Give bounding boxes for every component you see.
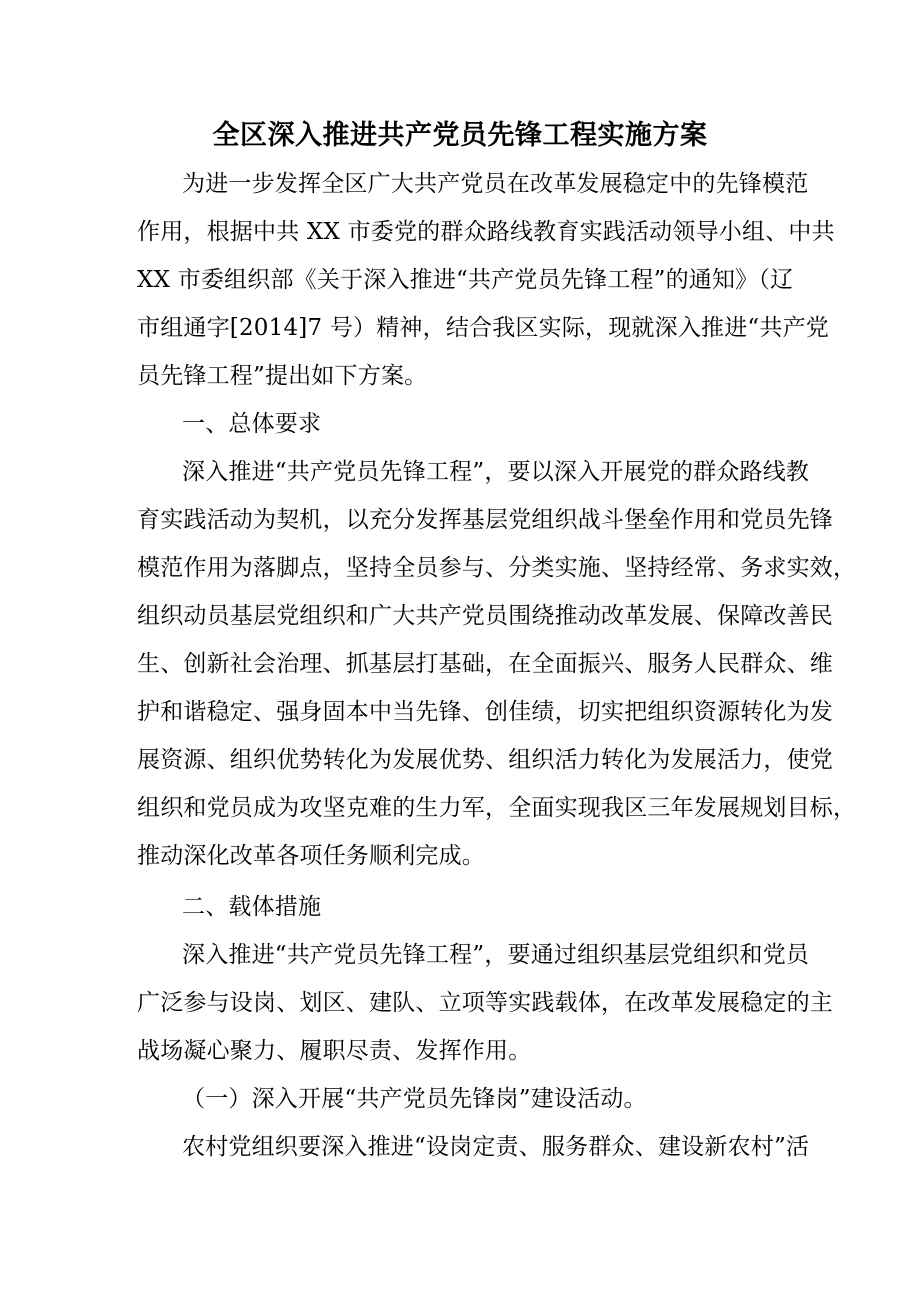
- paragraph-line: 展资源、组织优势转化为发展优势、组织活力转化为发展活力，使党: [137, 747, 833, 773]
- paragraph-line: 育实践活动为契机，以充分发挥基层党组织战斗堡垒作用和党员先锋: [137, 507, 833, 533]
- paragraph-line: 战场凝心聚力、履职尽责、发挥作用。: [137, 1038, 532, 1064]
- paragraph-line: 为进一步发挥全区广大共产党员在改革发展稳定中的先锋模范: [182, 171, 809, 197]
- paragraph-line: 组织动员基层党组织和广大共产党员围绕推动改革发展、保障改善民: [137, 603, 833, 629]
- paragraph-line: 农村党组织要深入推进“设岗定责、服务群众、建设新农村”活: [182, 1134, 810, 1160]
- paragraph-line: XX 市委组织部《关于深入推进“共产党员先锋工程”的通知》（辽: [137, 267, 794, 293]
- section-heading: 二、载体措施: [182, 894, 322, 920]
- paragraph-line: 深入推进“共产党员先锋工程”，要以深入开展党的群众路线教: [182, 459, 810, 485]
- paragraph-line: 推动深化改革各项任务顺利完成。: [137, 843, 485, 869]
- paragraph-line: 护和谐稳定、强身固本中当先锋、创佳绩，切实把组织资源转化为发: [137, 699, 833, 725]
- paragraph-line: 模范作用为落脚点，坚持全员参与、分类实施、坚持经常、务求实效，: [137, 555, 857, 581]
- paragraph-line: 深入推进“共产党员先锋工程”，要通过组织基层党组织和党员: [182, 942, 810, 968]
- section-heading: 一、总体要求: [182, 411, 322, 437]
- subsection-heading: （一）深入开展“共产党员先锋岗”建设活动。: [182, 1086, 647, 1112]
- paragraph-line: 广泛参与设岗、划区、建队、立项等实践载体，在改革发展稳定的主: [137, 990, 833, 1016]
- paragraph-line: 组织和党员成为攻坚克难的生力军，全面实现我区三年发展规划目标，: [137, 795, 857, 821]
- document-title: 全区深入推进共产党员先锋工程实施方案: [212, 120, 708, 151]
- paragraph-line: 员先锋工程”提出如下方案。: [137, 363, 428, 389]
- paragraph-line: 作用，根据中共 XX 市委党的群众路线教育实践活动领导小组、中共: [137, 219, 835, 245]
- paragraph-line: 生、创新社会治理、抓基层打基础，在全面振兴、服务人民群众、维: [137, 651, 833, 677]
- paragraph-line: 市组通字[2014]7 号）精神，结合我区实际，现就深入推进“共产党: [137, 315, 829, 341]
